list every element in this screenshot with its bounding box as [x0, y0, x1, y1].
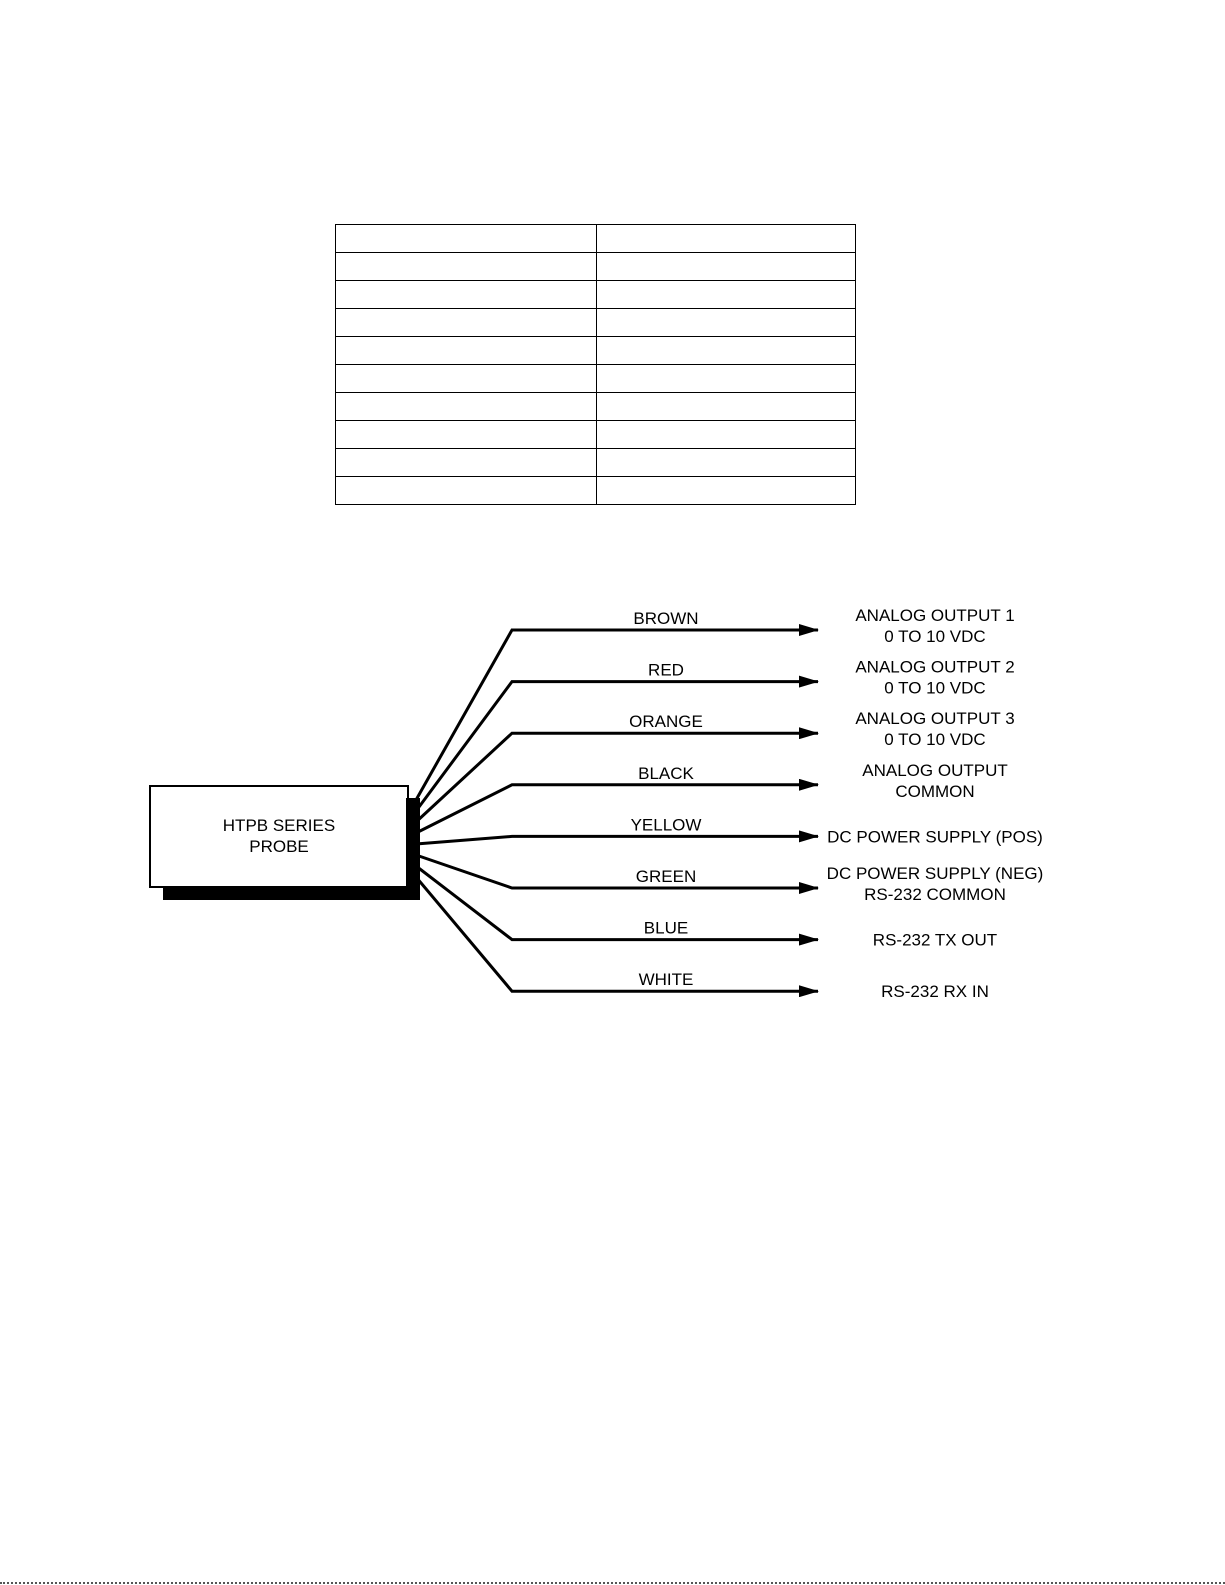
wire-yellow [416, 815, 1043, 846]
wire-black [416, 761, 1008, 833]
wire-function-label: COMMON [895, 781, 975, 801]
wires-group [416, 606, 1043, 1001]
wire-function-label: 0 TO 10 VDC [884, 627, 986, 646]
wire-color-label: BROWN [633, 609, 699, 628]
wire-function-label: 0 TO 10 VDC [884, 678, 986, 698]
wire-green [416, 855, 1043, 904]
probe-label-line1: HTPB SERIES [222, 816, 336, 835]
wire-function-label: DC POWER SUPPLY (NEG) [826, 864, 1044, 883]
wire-color-label: BLACK [638, 763, 694, 783]
wire-color-label: RED [648, 660, 684, 680]
wire-line [416, 682, 818, 811]
wire-line [416, 877, 818, 991]
wire-color-label: YELLOW [630, 815, 702, 835]
wire-function-label: RS-232 TX OUT [872, 930, 998, 950]
wire-function-label: ANALOG OUTPUT 1 [855, 606, 1015, 625]
page-bottom-rule [0, 1582, 1225, 1584]
wire-function-label: ANALOG OUTPUT 3 [855, 709, 1015, 729]
wire-color-label: BLUE [643, 918, 689, 938]
wire-line [416, 630, 818, 800]
wire-function-label: ANALOG OUTPUT [862, 760, 1008, 780]
wire-function-label: DC POWER SUPPLY (POS) [827, 827, 1043, 847]
probe-label-line2: PROBE [249, 837, 309, 856]
wire-function-label: ANALOG OUTPUT 2 [855, 657, 1015, 677]
wire-color-label: WHITE [638, 970, 694, 990]
wire-line [416, 785, 818, 833]
wire-line [416, 733, 818, 822]
wire-line [416, 836, 818, 844]
wire-function-label: RS-232 RX IN [881, 982, 989, 1002]
wire-function-label: RS-232 COMMON [864, 885, 1006, 904]
wire-color-label: GREEN [635, 867, 697, 886]
wire-function-label: 0 TO 10 VDC [884, 730, 986, 750]
wire-line [416, 855, 818, 888]
wire-color-label: ORANGE [629, 712, 703, 732]
